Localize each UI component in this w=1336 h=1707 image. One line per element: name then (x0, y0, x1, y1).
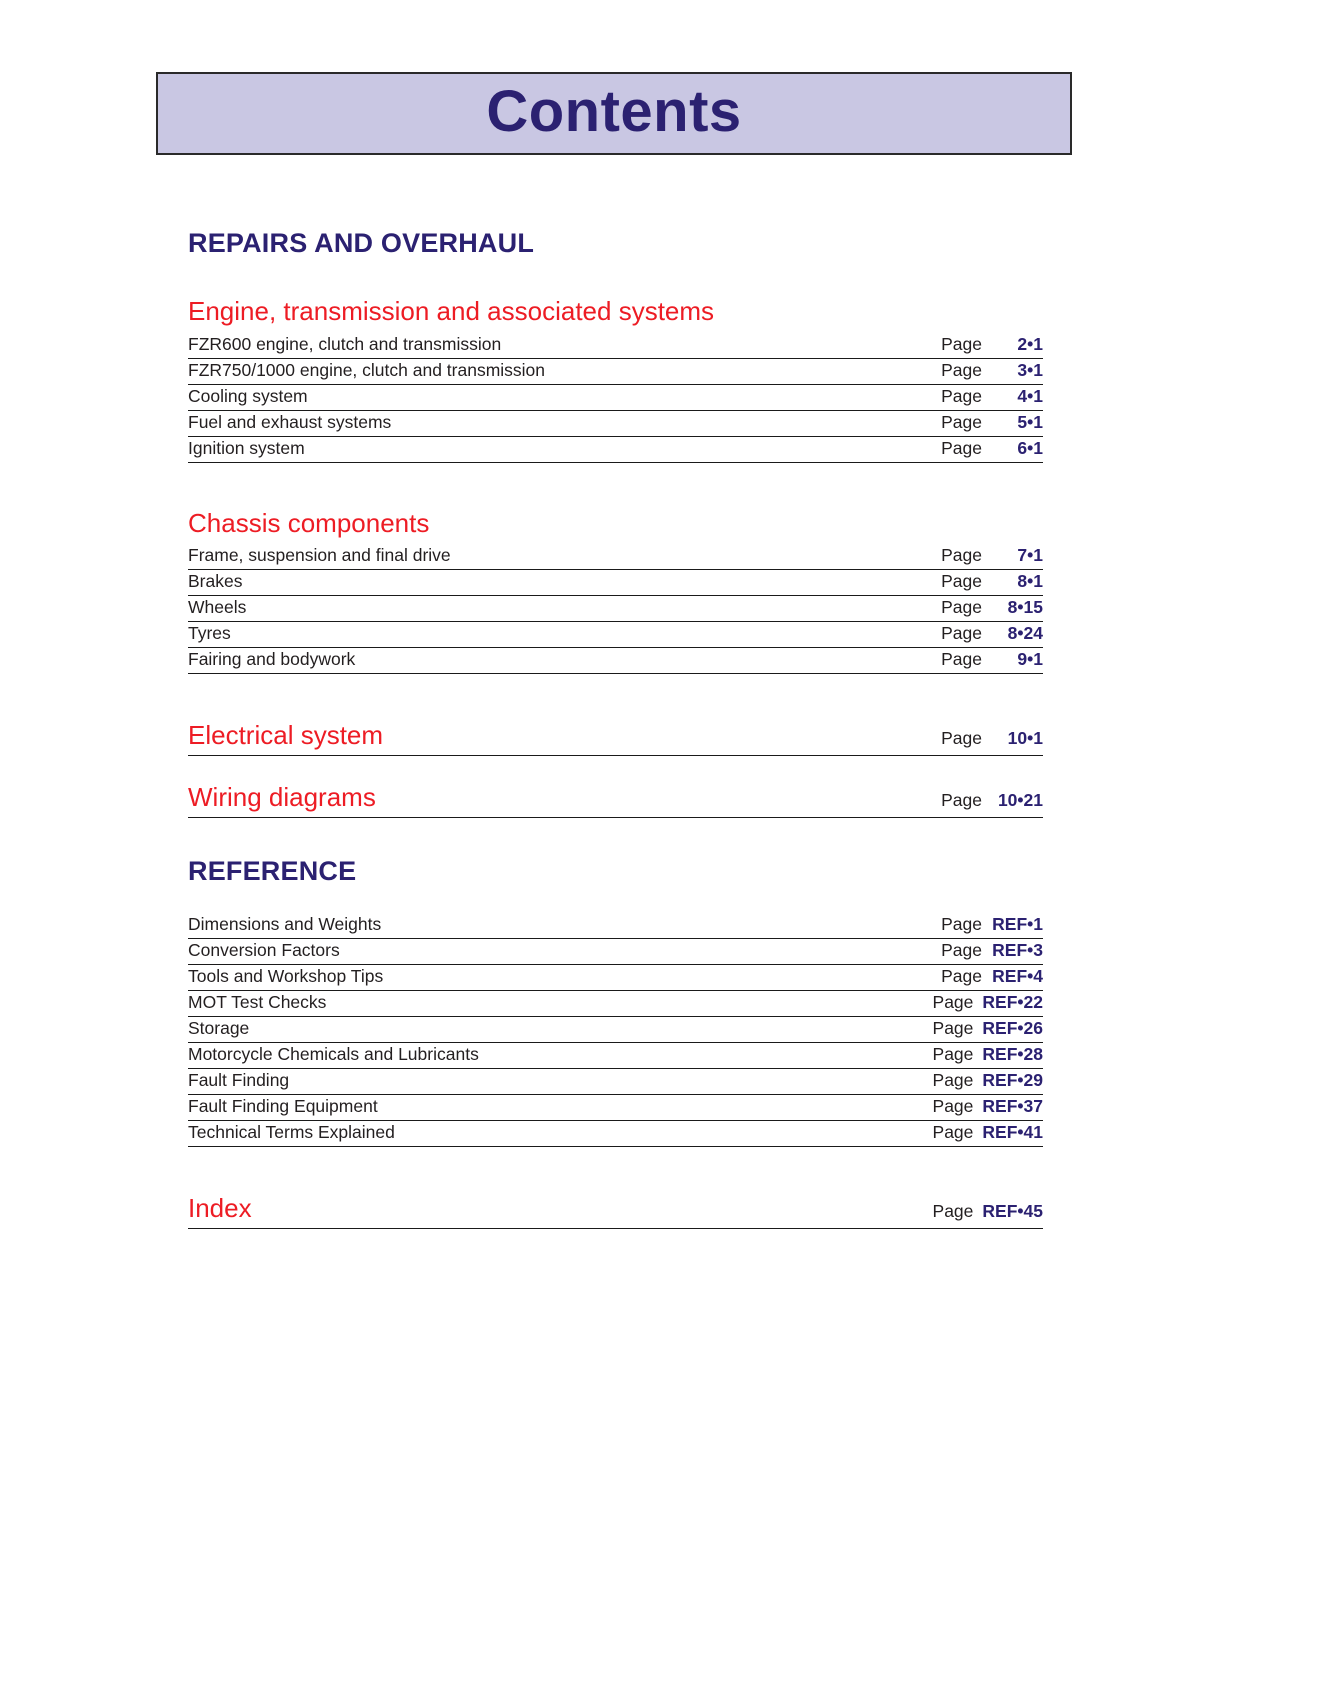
entry-title: Electrical system (188, 720, 384, 751)
entry-page-number: REF•29 (982, 1070, 1043, 1091)
contents-title-banner (156, 72, 1072, 155)
entry-title: Conversion Factors (188, 940, 340, 961)
entry-page-label: Page (941, 545, 982, 566)
section-link-index[interactable] (188, 1193, 1043, 1229)
entry-page-number: 8•15 (1007, 597, 1043, 618)
entry-page-label: Page (941, 597, 982, 618)
entry-page-label: Page (932, 1096, 974, 1117)
entry-page-label: Page (932, 1201, 974, 1222)
table-row[interactable] (188, 544, 1043, 570)
contents-list (188, 228, 1043, 1229)
entry-title: Ignition system (188, 437, 305, 458)
entry-title: Storage (188, 1018, 250, 1039)
table-row[interactable] (188, 1069, 1043, 1095)
entry-page-number: REF•4 (992, 966, 1043, 987)
spacer (188, 887, 1043, 913)
entry-title: Tools and Workshop Tips (188, 966, 384, 987)
entry-title: Tyres (188, 623, 231, 644)
entry-page-label: Page (941, 571, 982, 592)
entry-page-label: Page (932, 1122, 974, 1143)
section-link-wiring-diagrams[interactable] (188, 782, 1043, 818)
entry-page-number: REF•22 (982, 992, 1043, 1013)
table-row[interactable] (188, 965, 1043, 991)
subsection-heading-engine-transmission: Engine, transmission and associated systems (188, 296, 715, 326)
entry-page-number: 4•1 (1017, 385, 1043, 406)
entry-title: Fault Finding (188, 1070, 290, 1091)
table-row[interactable] (188, 359, 1043, 385)
entry-page-number: REF•28 (982, 1044, 1043, 1065)
entry-page-number: REF•1 (992, 914, 1043, 935)
table-row[interactable] (188, 411, 1043, 437)
entry-page-label: Page (932, 1044, 974, 1065)
entry-title: FZR750/1000 engine, clutch and transmission (188, 359, 546, 380)
table-row[interactable] (188, 1017, 1043, 1043)
entry-page-label: Page (941, 623, 982, 644)
section-link-electrical-system[interactable] (188, 720, 1043, 756)
table-row[interactable] (188, 1095, 1043, 1121)
spacer (188, 818, 1043, 856)
table-row[interactable] (188, 385, 1043, 411)
entry-title: Fault Finding Equipment (188, 1096, 378, 1117)
page-title: Contents (486, 78, 742, 144)
table-row[interactable] (188, 596, 1043, 622)
table-row[interactable] (188, 913, 1043, 939)
entry-title: Fairing and bodywork (188, 649, 356, 670)
entry-title: Wheels (188, 597, 247, 618)
spacer (188, 756, 1043, 782)
table-row[interactable] (188, 437, 1043, 463)
entry-page-label: Page (941, 437, 982, 458)
entry-page-label: Page (932, 1070, 974, 1091)
table-row[interactable] (188, 1043, 1043, 1069)
subsection-heading-chassis-components: Chassis components (188, 507, 430, 538)
entry-page-number: 5•1 (1017, 411, 1043, 432)
entry-page-label: Page (941, 914, 982, 935)
table-row[interactable] (188, 939, 1043, 965)
table-row[interactable] (188, 622, 1043, 648)
entry-page-number: 10•21 (997, 790, 1043, 811)
entry-title: Motorcycle Chemicals and Lubricants (188, 1044, 479, 1065)
entry-page-number: 8•1 (1017, 571, 1043, 592)
entry-page-label: Page (941, 333, 982, 354)
entry-page-number: 3•1 (1017, 359, 1043, 380)
section-heading-reference: REFERENCE (188, 856, 357, 887)
entry-page-number: 6•1 (1017, 437, 1043, 458)
entry-title: Dimensions and Weights (188, 914, 382, 935)
entry-title: Fuel and exhaust systems (188, 411, 392, 432)
entry-title: Brakes (188, 571, 243, 592)
spacer (188, 1147, 1043, 1193)
entry-title: FZR600 engine, clutch and transmission (188, 333, 502, 354)
entry-page-label: Page (941, 966, 982, 987)
spacer (188, 674, 1043, 720)
entry-title: Technical Terms Explained (188, 1122, 395, 1143)
entry-title: Frame, suspension and final drive (188, 545, 451, 566)
entry-page-number: REF•3 (992, 940, 1043, 961)
entry-page-label: Page (941, 359, 982, 380)
entry-title: Index (188, 1193, 252, 1224)
entry-page-number: REF•37 (982, 1096, 1043, 1117)
section-heading-repairs-and-overhaul: REPAIRS AND OVERHAUL (188, 228, 535, 258)
entry-page-number: 9•1 (1017, 649, 1043, 670)
entry-page-number: 2•1 (1017, 333, 1043, 354)
entry-page-number: REF•26 (982, 1018, 1043, 1039)
spacer (188, 326, 1043, 333)
table-row[interactable] (188, 1121, 1043, 1147)
entry-page-label: Page (941, 385, 982, 406)
entry-page-number: 7•1 (1017, 545, 1043, 566)
entry-page-label: Page (941, 790, 982, 811)
table-row[interactable] (188, 570, 1043, 596)
spacer (188, 537, 1043, 544)
spacer (188, 259, 1043, 297)
table-row[interactable] (188, 333, 1043, 359)
entry-title: Wiring diagrams (188, 782, 376, 813)
entry-page-number: 8•24 (1007, 623, 1043, 644)
entry-page-number: REF•45 (982, 1201, 1043, 1222)
entry-page-label: Page (932, 1018, 974, 1039)
entry-page-number: 10•1 (1007, 728, 1043, 749)
entry-page-label: Page (941, 411, 982, 432)
spacer (188, 463, 1043, 509)
entry-title: Cooling system (188, 385, 308, 406)
entry-page-label: Page (941, 649, 982, 670)
table-row[interactable] (188, 991, 1043, 1017)
entry-page-label: Page (932, 992, 974, 1013)
entry-page-label: Page (941, 940, 982, 961)
entry-page-number: REF•41 (982, 1122, 1043, 1143)
table-row[interactable] (188, 648, 1043, 674)
entry-page-label: Page (941, 728, 982, 749)
entry-title: MOT Test Checks (188, 992, 327, 1013)
